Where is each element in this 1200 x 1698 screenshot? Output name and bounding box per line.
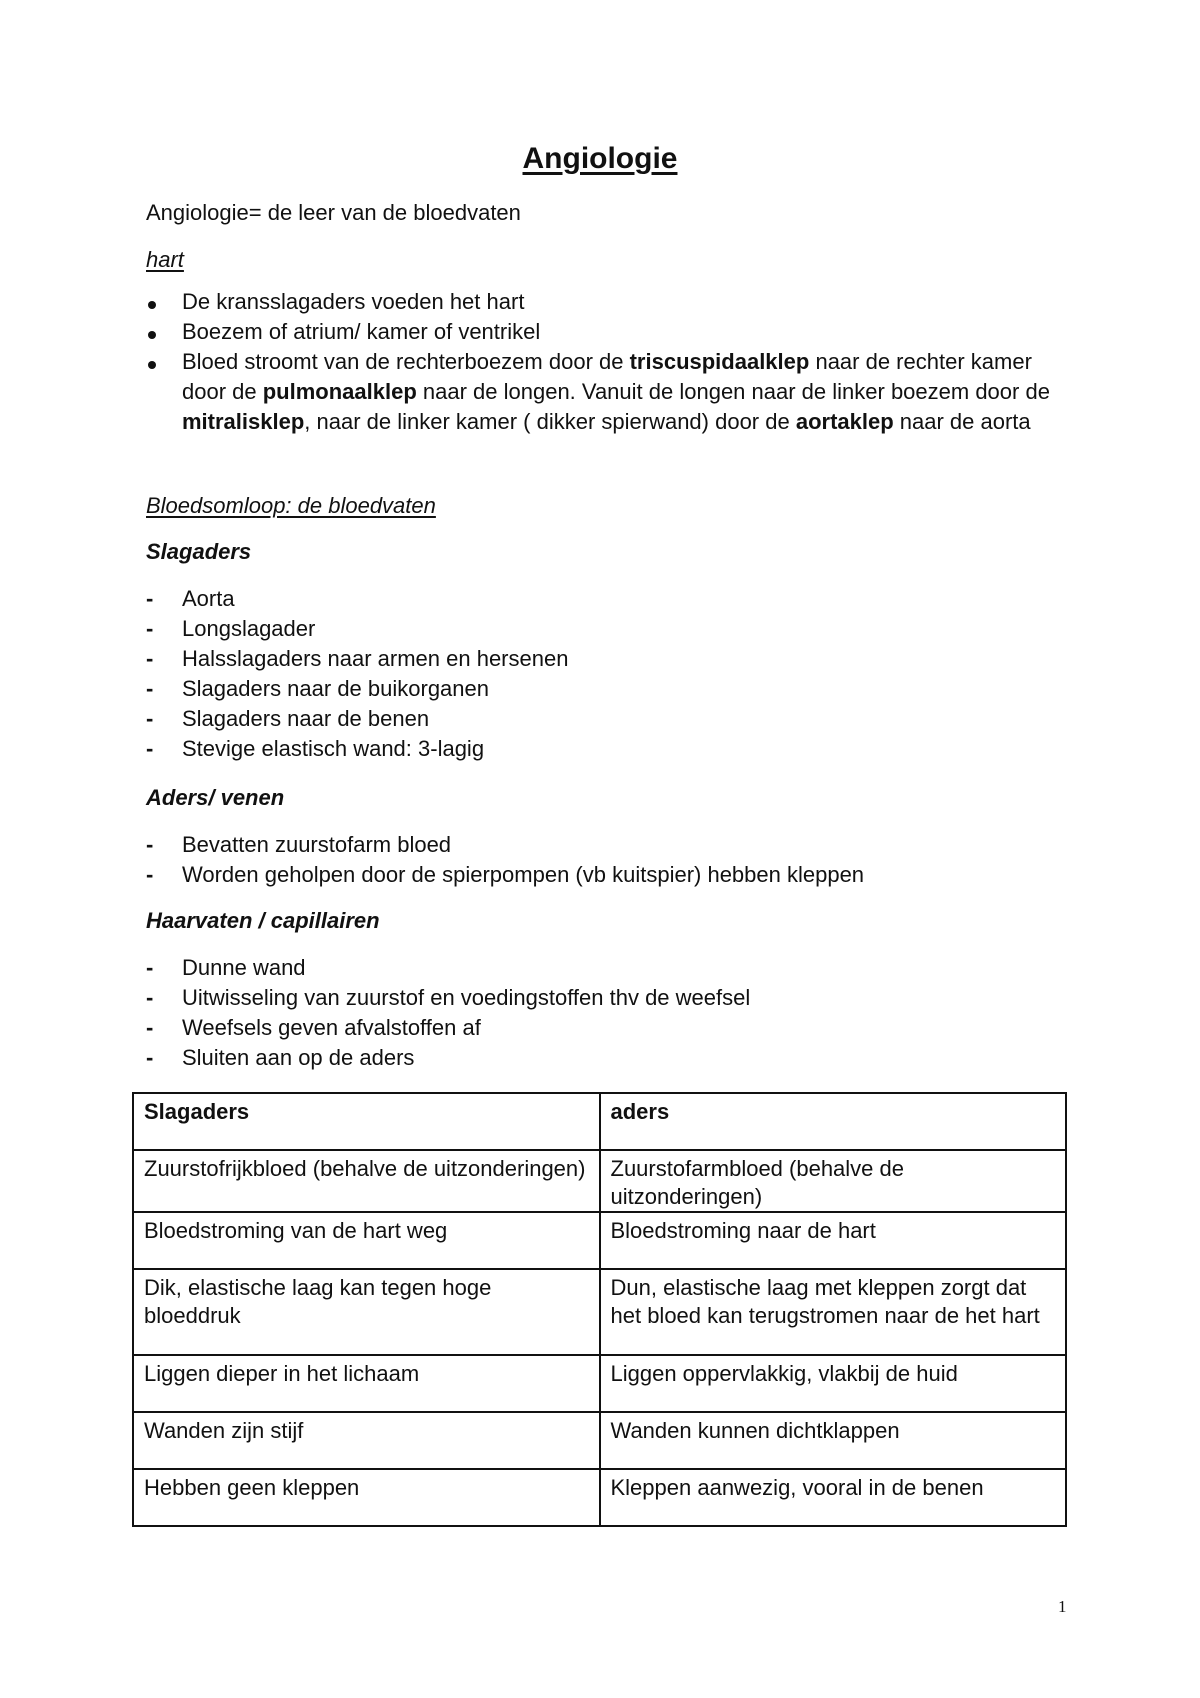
table-cell: Bloedstroming van de hart weg (133, 1212, 600, 1269)
haarvaten-section (146, 906, 1066, 1073)
table-cell: Kleppen aanwezig, vooral in de benen (600, 1469, 1067, 1526)
dash-icon: - (146, 616, 154, 641)
haarvaten-heading: Haarvaten / capillairen (146, 908, 380, 933)
bloedsomloop-section (146, 491, 1066, 521)
table-cell: Liggen oppervlakkig, vlakbij de huid (600, 1355, 1067, 1412)
dash-icon: - (146, 955, 154, 980)
keyword-triscuspidaalklep: triscuspidaalklep (629, 349, 810, 374)
list-item: - Weefsels geven afvalstoffen af (146, 1013, 1066, 1043)
aders-heading: Aders/ venen (146, 785, 285, 810)
slagaders-section (146, 537, 1066, 764)
keyword-pulmonaalklep: pulmonaalklep (262, 379, 417, 404)
table-cell: Dik, elastische laag kan tegen hoge bloeddruk (133, 1269, 600, 1355)
haarvaten-list (146, 953, 1066, 1073)
table-cell: Zuurstofrijkbloed (behalve de uitzonderingen) (133, 1150, 600, 1212)
bullet-icon (148, 301, 156, 309)
table-cell: Liggen dieper in het lichaam (133, 1355, 600, 1412)
table-row (133, 1212, 1066, 1269)
table-row (133, 1269, 1066, 1355)
dash-icon: - (146, 706, 154, 731)
comparison-table (132, 1092, 1067, 1527)
list-item: - Worden geholpen door de spierpompen (vb kuitspier) hebben kleppen (146, 860, 1066, 890)
table-cell: Dun, elastische laag met kleppen zorgt dat het bloed kan terugstromen naar de het hart (600, 1269, 1067, 1355)
table-row (133, 1355, 1066, 1412)
dash-icon: - (146, 676, 154, 701)
list-item: - Dunne wand (146, 953, 1066, 983)
hart-section (146, 245, 1066, 437)
aders-list (146, 830, 1066, 890)
bloedsomloop-heading: Bloedsomloop: de bloedvaten (146, 493, 436, 518)
table-row (133, 1412, 1066, 1469)
keyword-mitralisklep: mitralisklep (182, 409, 305, 434)
list-item: De kransslagaders voeden het hart (146, 287, 1066, 317)
list-item: - Aorta (146, 584, 1066, 614)
bullet-icon (148, 361, 156, 369)
list-item: - Sluiten aan op de aders (146, 1043, 1066, 1073)
intro-section (146, 198, 1066, 228)
dash-icon: - (146, 646, 154, 671)
table-row (133, 1150, 1066, 1212)
list-item: - Longslagader (146, 614, 1066, 644)
page-number: 1 (1058, 1597, 1067, 1616)
dash-icon: - (146, 1045, 154, 1070)
list-item: Bloed stroomt van de rechterboezem door de triscuspidaalklep naar de rechter kamer door de pulmonaalklep naar de longen. Vanuit de longen naar de linker boezem door de mitralisklep, naar de linker kamer ( dikker spierwand) door de aortaklep naar de aorta (146, 347, 1066, 437)
table-header-row (133, 1093, 1066, 1150)
table-cell: Bloedstroming naar de hart (600, 1212, 1067, 1269)
intro-text: Angiologie= de leer van de bloedvaten (146, 200, 521, 225)
keyword-aortaklep: aortaklep (795, 409, 894, 434)
hart-list (146, 287, 1066, 437)
table-cell: Zuurstofarmbloed (behalve de uitzonderingen) (600, 1150, 1067, 1212)
dash-icon: - (146, 1015, 154, 1040)
list-item: - Stevige elastisch wand: 3-lagig (146, 734, 1066, 764)
slagaders-heading: Slagaders (146, 539, 252, 564)
dash-icon: - (146, 832, 154, 857)
list-item: - Halsslagaders naar armen en hersenen (146, 644, 1066, 674)
aders-section (146, 783, 1066, 890)
table-row (133, 1469, 1066, 1526)
dash-icon: - (146, 586, 154, 611)
table-cell: Wanden zijn stijf (133, 1412, 600, 1469)
list-item: - Bevatten zuurstofarm bloed (146, 830, 1066, 860)
table-cell: Wanden kunnen dichtklappen (600, 1412, 1067, 1469)
list-item: - Slagaders naar de buikorganen (146, 674, 1066, 704)
bullet-icon (148, 331, 156, 339)
page-title: Angiologie (522, 142, 678, 175)
list-item: - Slagaders naar de benen (146, 704, 1066, 734)
dash-icon: - (146, 862, 154, 887)
dash-icon: - (146, 985, 154, 1010)
dash-icon: - (146, 736, 154, 761)
list-item: Boezem of atrium/ kamer of ventrikel (146, 317, 1066, 347)
table-header-cell: Slagaders (133, 1093, 600, 1150)
table-cell: Hebben geen kleppen (133, 1469, 600, 1526)
list-item: - Uitwisseling van zuurstof en voedingstoffen thv de weefsel (146, 983, 1066, 1013)
table-header-cell: aders (600, 1093, 1067, 1150)
hart-heading: hart (146, 247, 184, 272)
slagaders-list (146, 584, 1066, 764)
